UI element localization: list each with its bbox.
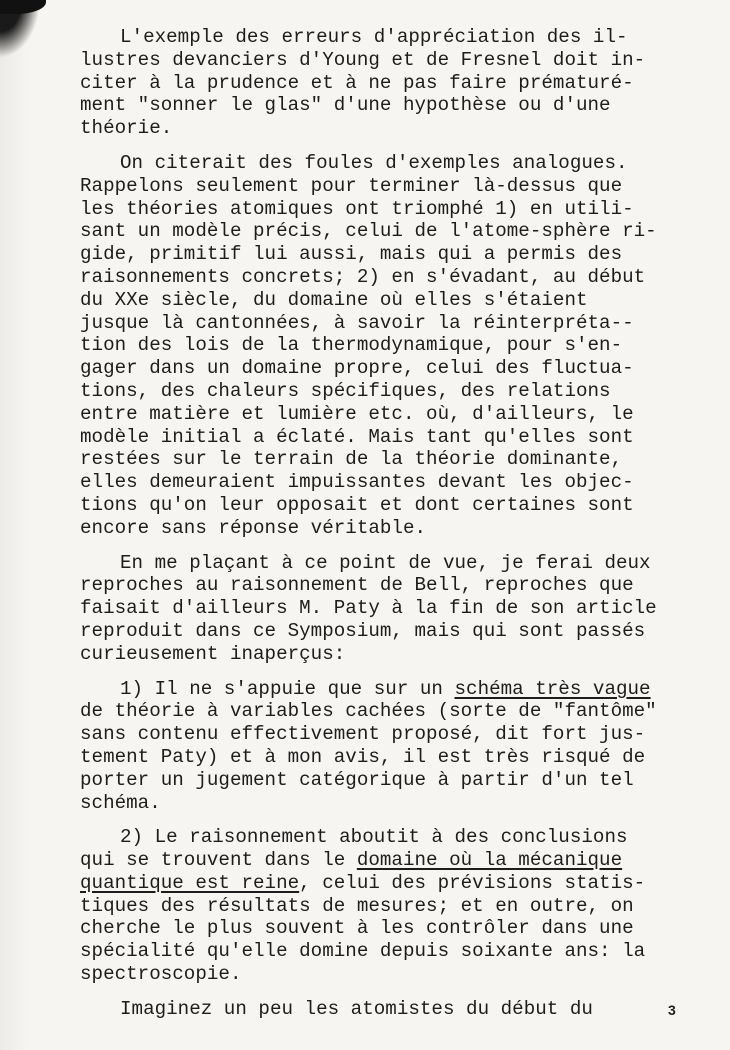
underlined-phrase: quantique est reine [80, 871, 300, 894]
text-segment: qui se trouvent dans le [80, 849, 357, 872]
text-line: jusque là cantonnées, à savoir la réinterpréta-- [80, 311, 634, 334]
text-segment: , celui des prévisions statis- [299, 871, 646, 894]
text-line: raisonnements concrets; 2) en s'évadant, au début [80, 265, 646, 288]
text-line: L'exemple des erreurs d'appréciation des il- [120, 26, 628, 48]
text-line: porter un jugement catégorique à partir d'un tel [80, 768, 634, 791]
text-line: tement Paty) et à mon avis, il est très risqué de [80, 745, 646, 768]
text-line: théorie. [80, 117, 173, 140]
text-line: tions qu'on leur opposait et dont certaines sont [80, 493, 634, 516]
paragraph-3 [80, 552, 700, 666]
text-line: citer à la prudence et à ne pas faire prématuré- [80, 71, 634, 94]
text-line: spécialité qu'elle domine depuis soixante ans: la [80, 940, 646, 963]
text-line: tions, des chaleurs spécifiques, des relations [80, 379, 611, 402]
text-line: 2) Le raisonnement aboutit à des conclusions [120, 826, 628, 849]
paragraph-2 [80, 152, 700, 540]
text-line: lustres devanciers d'Young et de Fresnel doit in- [80, 48, 646, 71]
text-line: restées sur le terrain de la théorie dominante, [80, 448, 623, 471]
text-line: gide, primitif lui aussi, mais qui a permis des [80, 243, 623, 266]
text-line: gager dans un domaine propre, celui des fluctua- [80, 357, 634, 380]
text-line: tion des lois de la thermodynamique, pour s'en- [80, 334, 623, 357]
text-line [80, 849, 700, 872]
paragraph-5 [80, 826, 700, 986]
text-line: sant un modèle précis, celui de l'atome-sphère ri- [80, 220, 657, 243]
text-line: encore sans réponse véritable. [80, 516, 427, 539]
text-line: modèle initial a éclaté. Mais tant qu'elles sont [80, 425, 634, 448]
paragraph-1 [80, 26, 700, 140]
text-line: Rappelons seulement pour terminer là-dessus que [80, 174, 623, 197]
text-line [80, 678, 700, 701]
text-line: les théories atomiques ont triomphé 1) en utili- [80, 197, 634, 220]
text-line: cherche le plus souvent à les contrôler dans une [80, 917, 634, 940]
paragraph-4 [80, 678, 700, 815]
text-line: elles demeuraient impuissantes devant les objec- [80, 471, 634, 494]
underlined-phrase: schéma très vague [454, 677, 651, 700]
text-line: entre matière et lumière etc. où, d'ailleurs, le [80, 402, 634, 425]
text-line: reproches au raisonnement de Bell, reproches que [80, 574, 634, 597]
text-line: On citerait des foules d'exemples analogues. [120, 151, 628, 174]
underlined-phrase: domaine où la mécanique [356, 849, 623, 872]
text-line: tiques des résultats de mesures; et en outre, on [80, 894, 634, 917]
text-line: En me plaçant à ce point de vue, je ferai deux [120, 551, 651, 574]
text-line: ment "sonner le glas" d'une hypothèse ou d'une [80, 94, 611, 117]
body-text [80, 26, 700, 1021]
text-line: de théorie à variables cachées (sorte de "fantôme" [80, 700, 657, 723]
text-line: sans contenu effectivement proposé, dit fort jus- [80, 723, 646, 746]
paragraph-6 [80, 998, 700, 1021]
text-line: reproduit dans ce Symposium, mais qui sont passés [80, 619, 646, 642]
text-line: curieusement inaperçus: [80, 642, 346, 665]
text-line: Imaginez un peu les atomistes du début du [120, 997, 593, 1020]
page-number: 3 [668, 1002, 676, 1018]
text-segment: 1) Il ne s'appuie que sur un [120, 677, 455, 700]
text-line: du XXe siècle, du domaine où elles s'étaient [80, 288, 588, 311]
text-line [80, 872, 700, 895]
text-line: schéma. [80, 791, 161, 814]
text-line: spectroscopie. [80, 963, 242, 986]
scan-corner-shadow [0, 0, 46, 14]
text-line: faisait d'ailleurs M. Paty à la fin de son article [80, 597, 657, 620]
